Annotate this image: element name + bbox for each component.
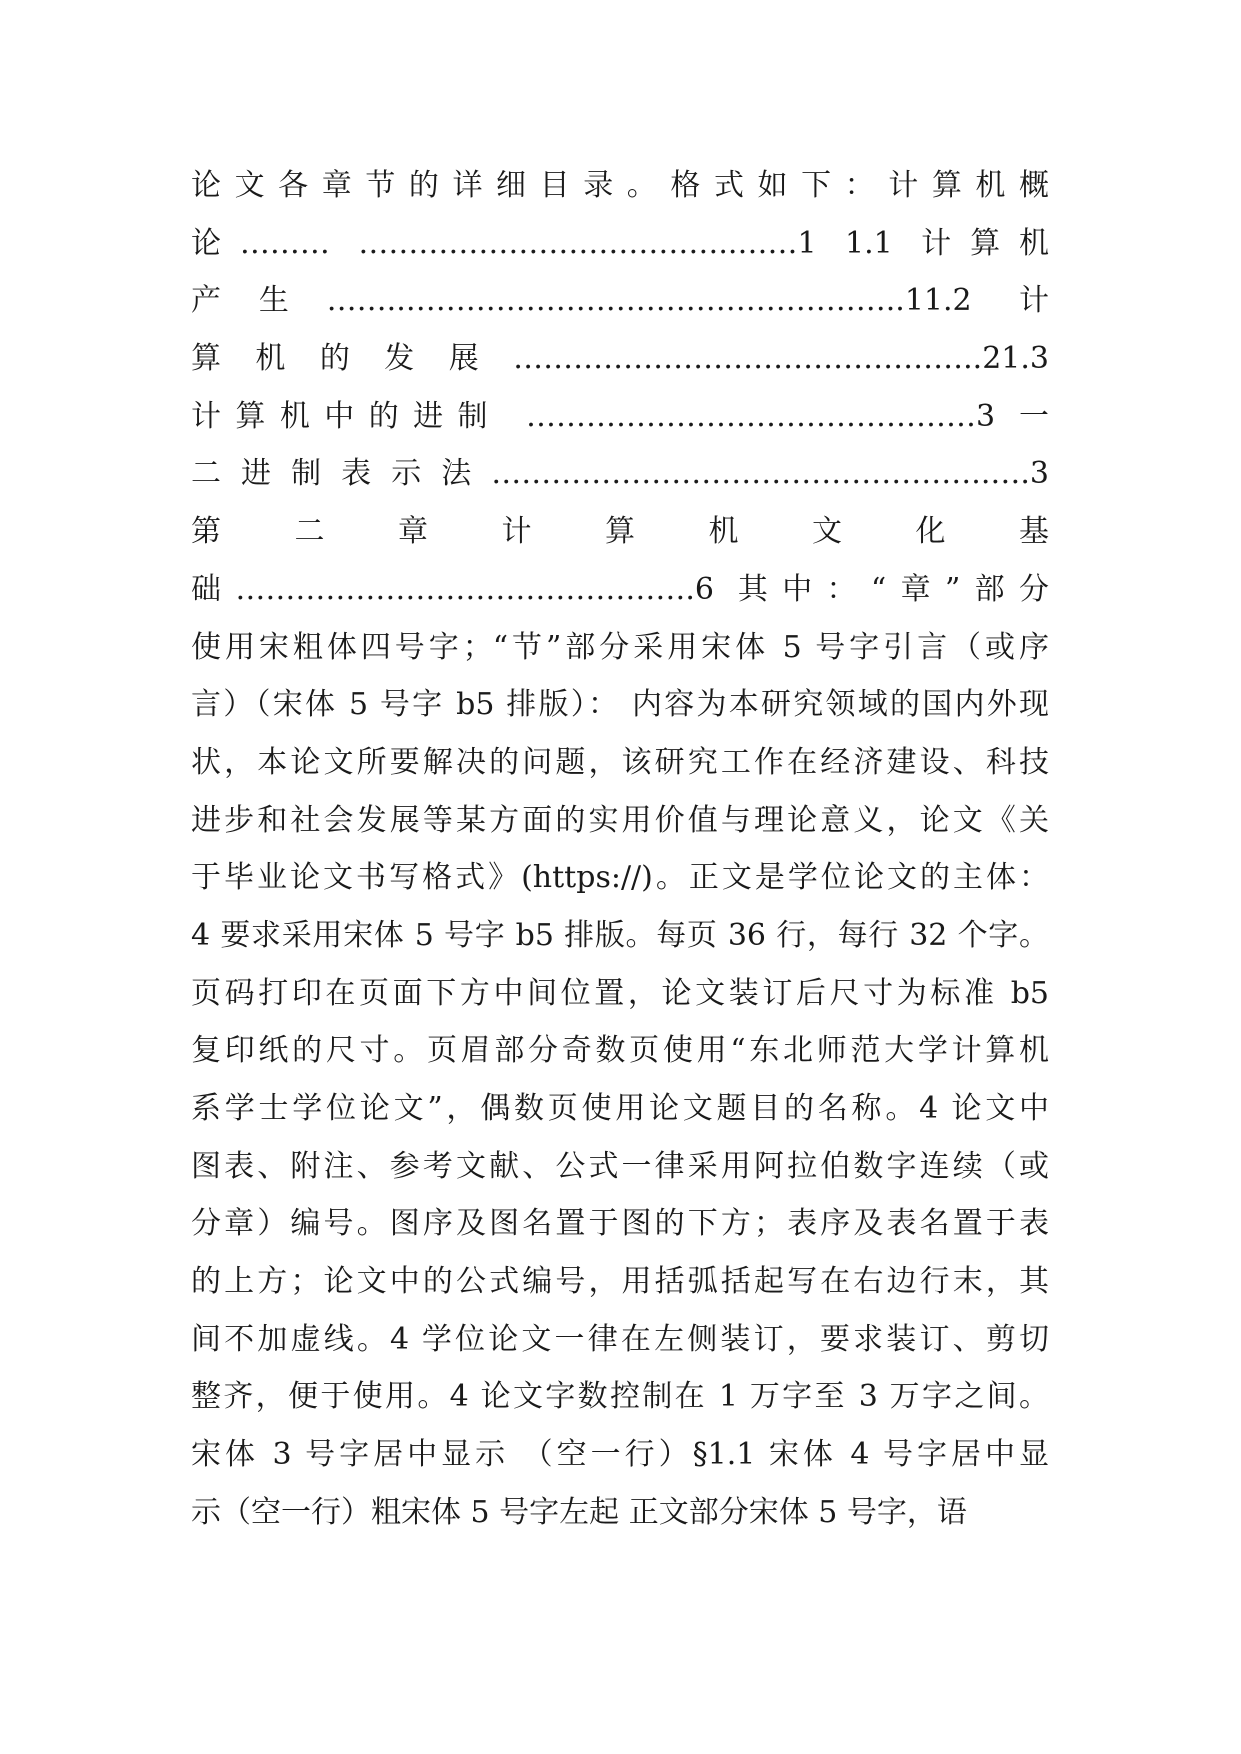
text-line: 进步和社会发展等某方面的实用价值与理论意义，论文《关 bbox=[191, 802, 1049, 838]
text-line: 言）（宋体 5 号字 b5 排版）： 内容为本研究领域的国内外现 bbox=[191, 687, 1049, 723]
body-text bbox=[191, 157, 1049, 1542]
text-line: 论 文 各 章 节 的 详 细 目 录 。 格 式 如 下 ： 计 算 机 概 bbox=[191, 168, 1049, 203]
text-line: 宋体 3 号字居中显示 （空一行）§1.1 宋体 4 号字居中显 bbox=[191, 1437, 1049, 1473]
text-line: 系学士学位论文”，偶数页使用论文题目的名称。4 论文中 bbox=[191, 1091, 1049, 1126]
text-line: 二进制表示法…………………………………………..….3 bbox=[191, 456, 1049, 492]
text-line: 使用宋粗体四号字；“节”部分采用宋体 5 号字引言（或序 bbox=[191, 629, 1049, 665]
text-line: 页码打印在页面下方中间位置，论文装订后尺寸为标准 b5 bbox=[191, 975, 1049, 1011]
text-line: 4 要求采用宋体 5 号字 b5 排版。每页 36 行，每行 32 个字。 bbox=[191, 917, 1049, 953]
text-line: 的上方；论文中的公式编号，用括弧括起写在右边行末，其 bbox=[191, 1264, 1049, 1300]
text-line: 第 二 章 计 算 机 文 化 基 bbox=[191, 514, 1049, 550]
text-line: 示（空一行）粗宋体 5 号字左起 正文部分宋体 5 号字，语 bbox=[191, 1494, 967, 1530]
text-line: 于毕业论文书写格式》(https://)。正文是学位论文的主体： bbox=[191, 860, 1049, 896]
text-line: 状，本论文所要解决的问题，该研究工作在经济建设、科技 bbox=[191, 744, 1049, 780]
text-line: 计算机中的进制 ………………………………………3 一 bbox=[191, 398, 1049, 434]
text-line: 图表、附注、参考文献、公式一律采用阿拉伯数字连续（或 bbox=[191, 1148, 1049, 1184]
text-line: 论……… ………………………………..……1 1.1 计算机 bbox=[191, 225, 1049, 261]
text-line: 间不加虚线。4 学位论文一律在左侧装订，要求装订、剪切 bbox=[191, 1321, 1049, 1357]
text-line: 分章）编号。图序及图名置于图的下方；表序及表名置于表 bbox=[191, 1206, 1049, 1242]
text-line: 础……………………………………….6 其中：“章”部分 bbox=[191, 571, 1049, 607]
text-line: 复印纸的尺寸。页眉部分奇数页使用“东北师范大学计算机 bbox=[191, 1033, 1049, 1069]
text-line: 整齐，便于使用。4 论文字数控制在 1 万字至 3 万字之间。 bbox=[191, 1379, 1049, 1415]
text-line: 算机的发展………………………………………..21.3 bbox=[191, 341, 1049, 377]
text-line: 产生……..…………………………………………..11.2 计 bbox=[191, 283, 1049, 319]
